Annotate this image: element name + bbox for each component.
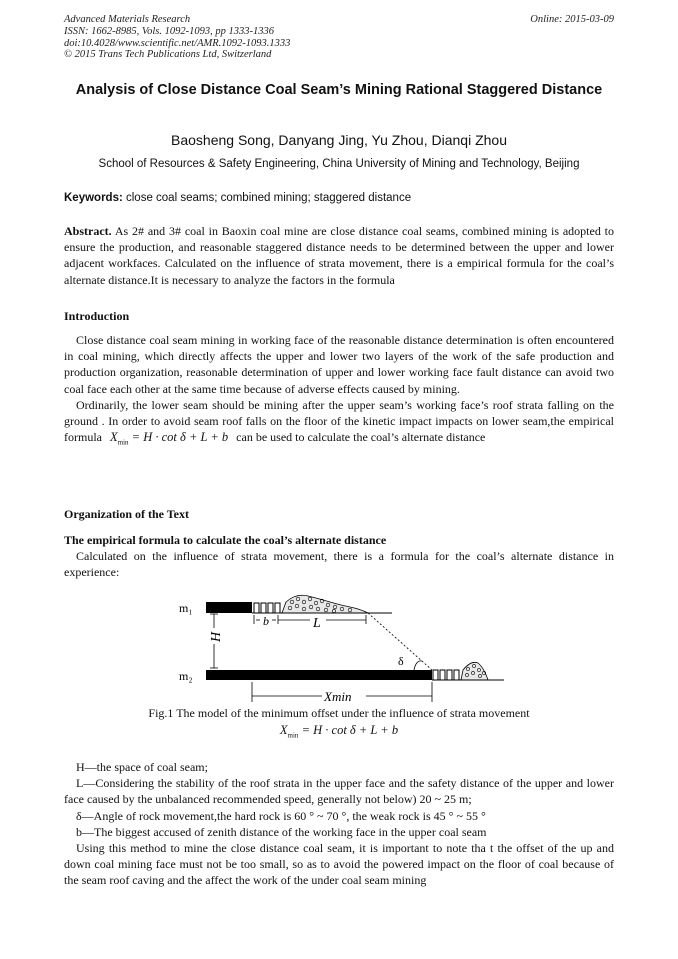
figure-caption: Fig.1 The model of the minimum offset under the influence of strata movement <box>148 706 530 720</box>
definition-L: L—Considering the stability of the roof strata in the upper face and the safety distance of the upper and lower face caused by the unbalanced recommended speed, generally not below) 20 ~ 25 m; <box>64 776 614 807</box>
label-b: b <box>263 614 269 628</box>
keywords-label: Keywords: <box>64 192 123 204</box>
journal-header <box>64 14 290 61</box>
online-date: Online: 2015-03-09 <box>530 14 614 25</box>
inline-formula: $X_{min} = H \cdot \cot \delta + L + b$ <box>110 430 229 447</box>
figure-1 <box>170 590 510 712</box>
issn-line: ISSN: 1662-8985, Vols. 1092-1093, pp 1333-1336 <box>64 25 274 37</box>
keywords-text: close coal seams; combined mining; staggered distance <box>122 192 412 204</box>
strata-model-diagram <box>170 590 510 712</box>
definition-b: b—The biggest accused of zenith distance of the working face in the upper coal seam <box>76 824 487 839</box>
label-xmin: Xmin <box>324 689 352 704</box>
introduction-heading: Introduction <box>64 309 130 323</box>
label-m2: m₂ <box>179 669 193 683</box>
upper-caved-rock <box>282 595 368 613</box>
organization-section <box>64 507 614 580</box>
definitions-list <box>64 759 614 889</box>
label-m1: m₁ <box>179 601 193 615</box>
intro-paragraph-1: Close distance coal seam mining in working face of the reasonable distance determination is often encountered in coal mining, which directly affects the upper and lower two layers of the work of the safe production and production organization, reasonable determination of upper and lower working face fault distance can avoid two coal face each other at the same time because of adverse effects caused by mining. <box>64 333 614 396</box>
introduction-section <box>64 309 614 451</box>
caption-formula: $X_{min} = H \cdot \cot \delta + L + b$ <box>279 723 399 740</box>
organization-paragraph: Calculated on the influence of strata movement, there is a formula for the coal’s alternate distance in experience: <box>64 549 614 580</box>
doi-line: doi:10.4028/www.scientific.net/AMR.1092-1093.1333 <box>64 37 291 49</box>
upper-supports <box>254 603 280 613</box>
definition-delta: δ—Angle of rock movement,the hard rock is 60 ° ~ 70 °, the weak rock is 45 ° ~ 55 ° <box>76 808 486 823</box>
abstract-label: Abstract. <box>64 224 112 238</box>
copyright-line: © 2015 Trans Tech Publications Ltd, Switzerland <box>64 49 272 61</box>
upper-seam-coal <box>206 602 252 613</box>
keywords-line <box>64 192 614 204</box>
intro-p2-before: Ordinarily, the lower seam should be mining after the upper seam’s working face’s roof strata falling on the ground . In order to avoid seam roof falls on the floor of the kinetic impact impacts on lower seam,the empirical formula <box>64 397 614 445</box>
intro-p2-after: can be used to calculate the coal’s alternate distance <box>236 430 486 445</box>
lower-supports <box>433 670 459 680</box>
label-L: L <box>313 616 321 631</box>
author-list: Baosheng Song, Danyang Jing, Yu Zhou, Dianqi Zhou <box>171 132 507 148</box>
label-delta: δ <box>398 654 404 668</box>
final-paragraph: Using this method to mine the close distance coal seam, it is important to note tha t the offset of the up and down coal mining face must not be too small, so as to avoid the powered impact on the floor of coal because of the seam roof caving and the affect the work of the under coal seam mining <box>64 841 614 888</box>
affiliation: School of Resources & Safety Engineering, China University of Mining and Technology, Beijing <box>98 158 580 170</box>
dimension-L <box>278 615 366 624</box>
intro-paragraph-2 <box>64 397 614 451</box>
delta-arc <box>414 661 422 670</box>
journal-name: Advanced Materials Research <box>64 14 191 25</box>
paper-title: Analysis of Close Distance Coal Seam’s Mining Rational Staggered Distance <box>75 82 603 98</box>
abstract-paragraph <box>64 223 614 288</box>
organization-heading: Organization of the Text <box>64 507 189 521</box>
lower-seam-coal <box>206 670 432 680</box>
formula-subheading: The empirical formula to calculate the coal’s alternate distance <box>64 533 387 547</box>
definition-H: H—the space of coal seam; <box>76 760 208 774</box>
abstract-text: As 2# and 3# coal in Baoxin coal mine are close distance coal seams, combined mining is adopted to ensure the production, and reasonable staggered distance needs to be determined between the upper and lower adjacent workfaces. Calculated on the influence of strata movement, there is a empirical formula for the coal’s alternate distance.It is necessary to analyze the factors in the formula <box>64 224 614 287</box>
label-H: H <box>209 631 224 642</box>
